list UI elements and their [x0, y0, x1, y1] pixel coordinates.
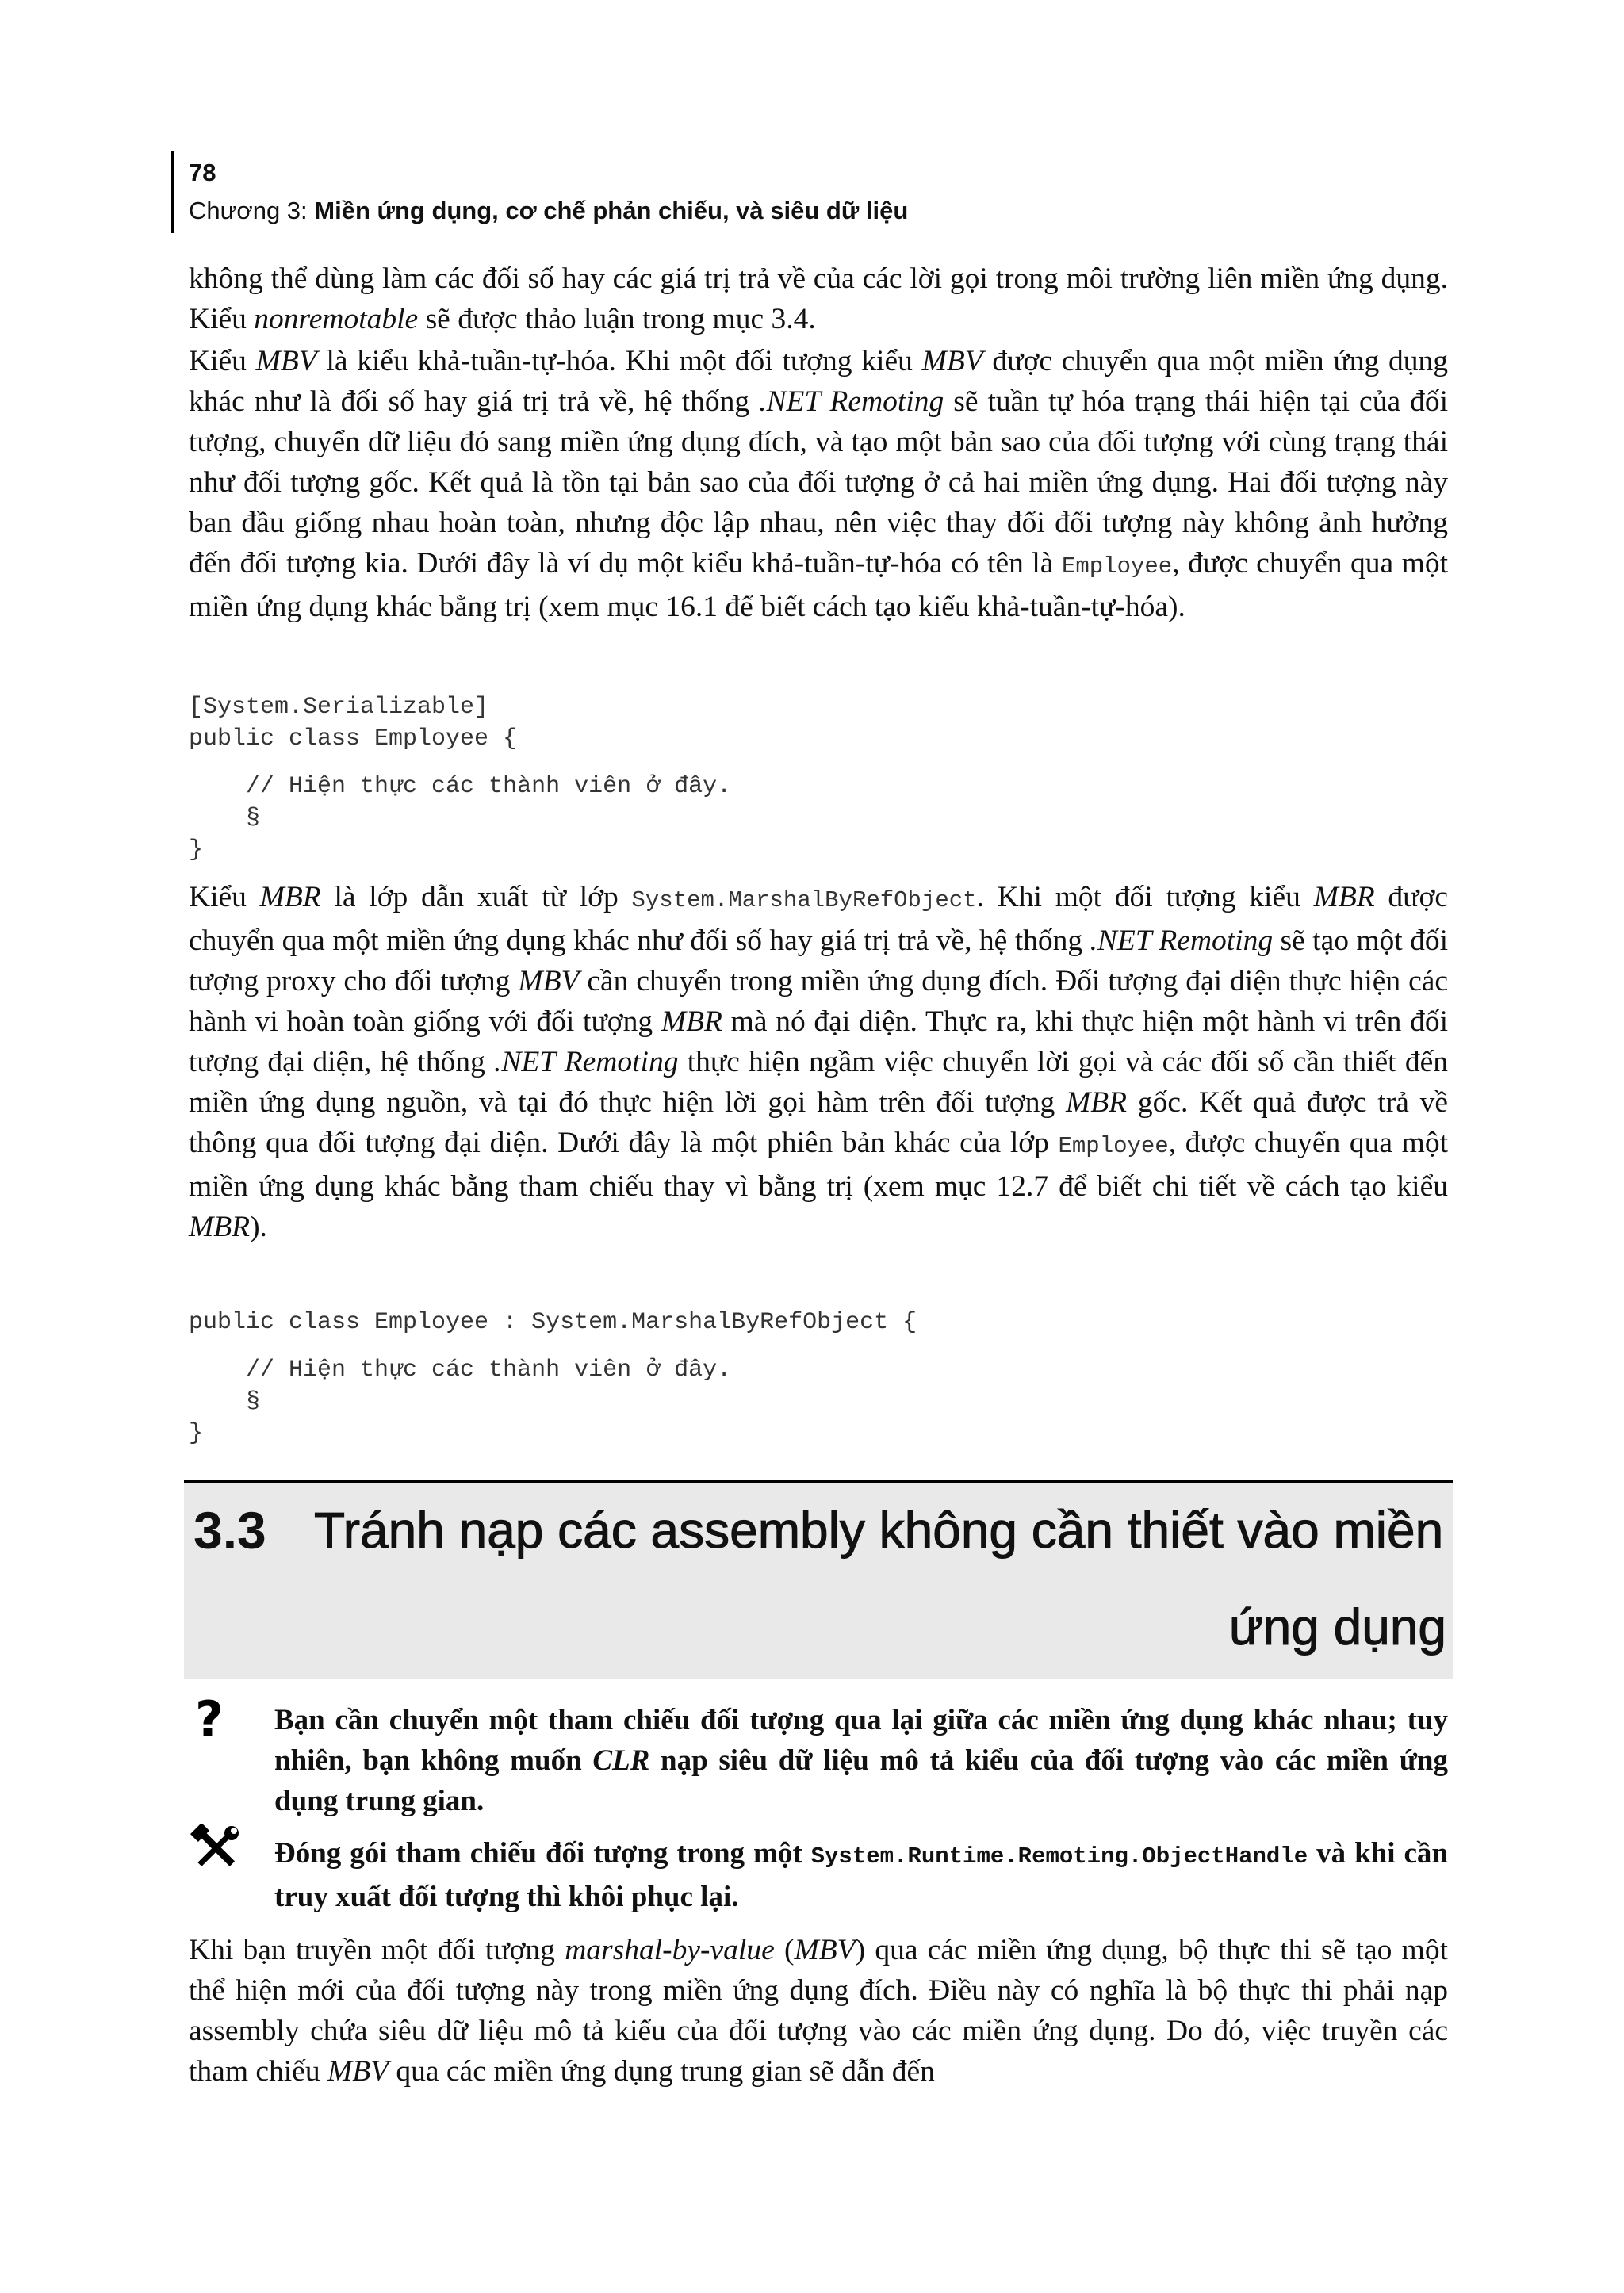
italic-term: MBV [794, 1934, 856, 1966]
text-run: Bạn cần chuyển một tham chiếu đối tượng qua lại giữa các miền ứng dụng khác nhau; tuy nhiên, bạn không muốn [274, 1704, 1448, 1777]
text-run: ) qua các miền ứng dụng, bộ thực thi sẽ tạo một thể hiện mới của đối tượng này trong miền ứng dụng đích. Điều này có nghĩa là bộ thực thi phải nạp assembly chứa siêu dữ liệu mô tả kiểu của đối tượng vào các miền ứng dụng. Do đó, việc truyền các tham chiếu [189, 1934, 1448, 2088]
tools-icon [190, 1824, 241, 1874]
italic-term: MBV [921, 345, 983, 377]
text-run: qua các miền ứng dụng trung gian sẽ dẫn đến [389, 2055, 935, 2088]
italic-term: CLR [592, 1744, 650, 1777]
text-run: là lớp dẫn xuất từ lớp [320, 881, 632, 913]
code-line: // Hiện thực các thành viên ở đây. [189, 1357, 732, 1384]
chapter-title: Miền ứng dụng, cơ chế phản chiếu, và siêu dữ liệu [314, 197, 909, 224]
italic-term: marshal-by-value [565, 1934, 775, 1966]
paragraph-2 [189, 341, 1448, 627]
chapter-heading [189, 197, 908, 225]
text-run: nạp siêu dữ liệu mô tả kiểu của đối tượng vào các miền ứng dụng trung gian. [274, 1744, 1448, 1817]
text-run: ( [774, 1934, 795, 1966]
text-run: không thể dùng làm các đối số hay các giá trị trả về của các lời gọi trong môi trường liên miền ứng dụng. Kiểu [189, 262, 1448, 335]
italic-term: MBV [255, 345, 317, 377]
code-line: public class Employee { [189, 725, 518, 752]
italic-term: nonremotable [254, 303, 419, 335]
question-mark-icon: ? [195, 1690, 224, 1748]
section-number: 3.3 [193, 1501, 266, 1560]
italic-term: MBR [1313, 881, 1375, 913]
text-run: được chuyển qua một miền ứng dụng khác như đối số hay giá trị trả về, hệ thống [189, 881, 1448, 957]
solution-statement [274, 1833, 1448, 1917]
text-run: Khi bạn truyền một đối tượng [189, 1934, 565, 1966]
text-run: sẽ tuần tự hóa trạng thái hiện tại của đối tượng, chuyển dữ liệu đó sang miền ứng dụng đích, và tạo một bản sao của đối tượng với cùng trạng thái như đối tượng gốc. Kết quả là tồn tại bản sao của đối tượng ở cả hai miền ứng dụng. Hai đối tượng này ban đầu giống nhau hoàn toàn, nhưng độc lập nhau, nên việc thay đổi đối tượng này không ảnh hưởng đến đối tượng kia. Dưới đây là ví dụ một kiểu khả-tuần-tự-hóa có tên là [189, 385, 1448, 580]
italic-term: .NET Remoting [1090, 924, 1274, 957]
code-block-2 [189, 1307, 1448, 1449]
text-run: sẽ được thảo luận trong mục 3.4. [418, 303, 816, 335]
text-run: và khi cần truy xuất đối tượng thì khôi phục lại. [274, 1837, 1448, 1913]
text-run: , được chuyển qua một miền ứng dụng khác bằng tham chiếu thay vì bằng trị (xem mục 12.7 để biết chi tiết về cách tạo kiểu [189, 1127, 1448, 1203]
italic-term: .NET Remoting [759, 385, 944, 418]
text-run: . Khi một đối tượng kiểu [976, 881, 1314, 913]
text-run: sẽ tạo một đối tượng proxy cho đối tượng [189, 924, 1448, 997]
problem-statement [274, 1700, 1448, 1821]
code-line: } [189, 836, 204, 863]
italic-term: MBR [661, 1005, 722, 1038]
italic-term: .NET Remoting [493, 1046, 679, 1078]
text-run: thực hiện ngầm việc chuyển lời gọi và các đối số cần thiết đến miền ứng dụng nguồn, và tại đó thực hiện lời gọi hàm trên đối tượng [189, 1046, 1448, 1119]
code-line: [System.Serializable] [189, 694, 489, 721]
text-run: mà nó đại diện. Thực ra, khi thực hiện một hành vi trên đối tượng đại diện, hệ thống [189, 1005, 1448, 1078]
inline-code: Employee [1061, 553, 1173, 580]
code-line: § [189, 1388, 261, 1415]
code-line: // Hiện thực các thành viên ở đây. [189, 773, 732, 800]
code-line: public class Employee : System.MarshalByRefObject { [189, 1309, 917, 1336]
italic-term: MBV [327, 2055, 389, 2088]
text-run: Đóng gói tham chiếu đối tượng trong một [274, 1837, 811, 1870]
text-run: là kiểu khả-tuần-tự-hóa. Khi một đối tượng kiểu [316, 345, 922, 377]
italic-term: MBR [259, 881, 321, 913]
paragraph-4 [189, 1930, 1448, 2092]
chapter-prefix: Chương 3: [189, 197, 315, 224]
paragraph-1 [189, 258, 1448, 339]
text-run: Kiểu [189, 881, 260, 913]
text-run: gốc. Kết quả được trả về thông qua đối tượng đại diện. Dưới đây là một phiên bản khác của lớp [189, 1086, 1449, 1159]
italic-term: MBR [1066, 1086, 1128, 1119]
inline-code: System.Runtime.Remoting.ObjectHandle [810, 1843, 1308, 1870]
text-run: Kiểu [189, 345, 256, 377]
inline-code: System.MarshalByRefObject [631, 887, 977, 913]
paragraph-3 [189, 877, 1448, 1247]
italic-term: MBR [189, 1211, 251, 1243]
text-run: ). [250, 1211, 267, 1243]
code-line: § [189, 805, 261, 832]
text-run: được chuyển qua một miền ứng dụng khác như là đối số hay giá trị trả về, hệ thống [189, 345, 1448, 418]
section-title-continued: ứng dụng [1228, 1598, 1446, 1656]
code-block-1 [189, 691, 1448, 866]
italic-term: MBV [518, 965, 580, 997]
page-number: 78 [189, 159, 216, 186]
code-line: } [189, 1420, 204, 1447]
text-run: , được chuyển qua một miền ứng dụng khác bằng trị (xem mục 16.1 để biết cách tạo kiểu khả-tuần-tự-hóa). [189, 547, 1448, 623]
inline-code: Employee [1058, 1133, 1169, 1159]
header-rule [171, 151, 174, 233]
text-run: cần chuyển trong miền ứng dụng đích. Đối tượng đại diện thực hiện các hành vi hoàn toàn giống với đối tượng [189, 965, 1449, 1038]
section-title: Tránh nạp các assembly không cần thiết vào miền [314, 1502, 1444, 1559]
